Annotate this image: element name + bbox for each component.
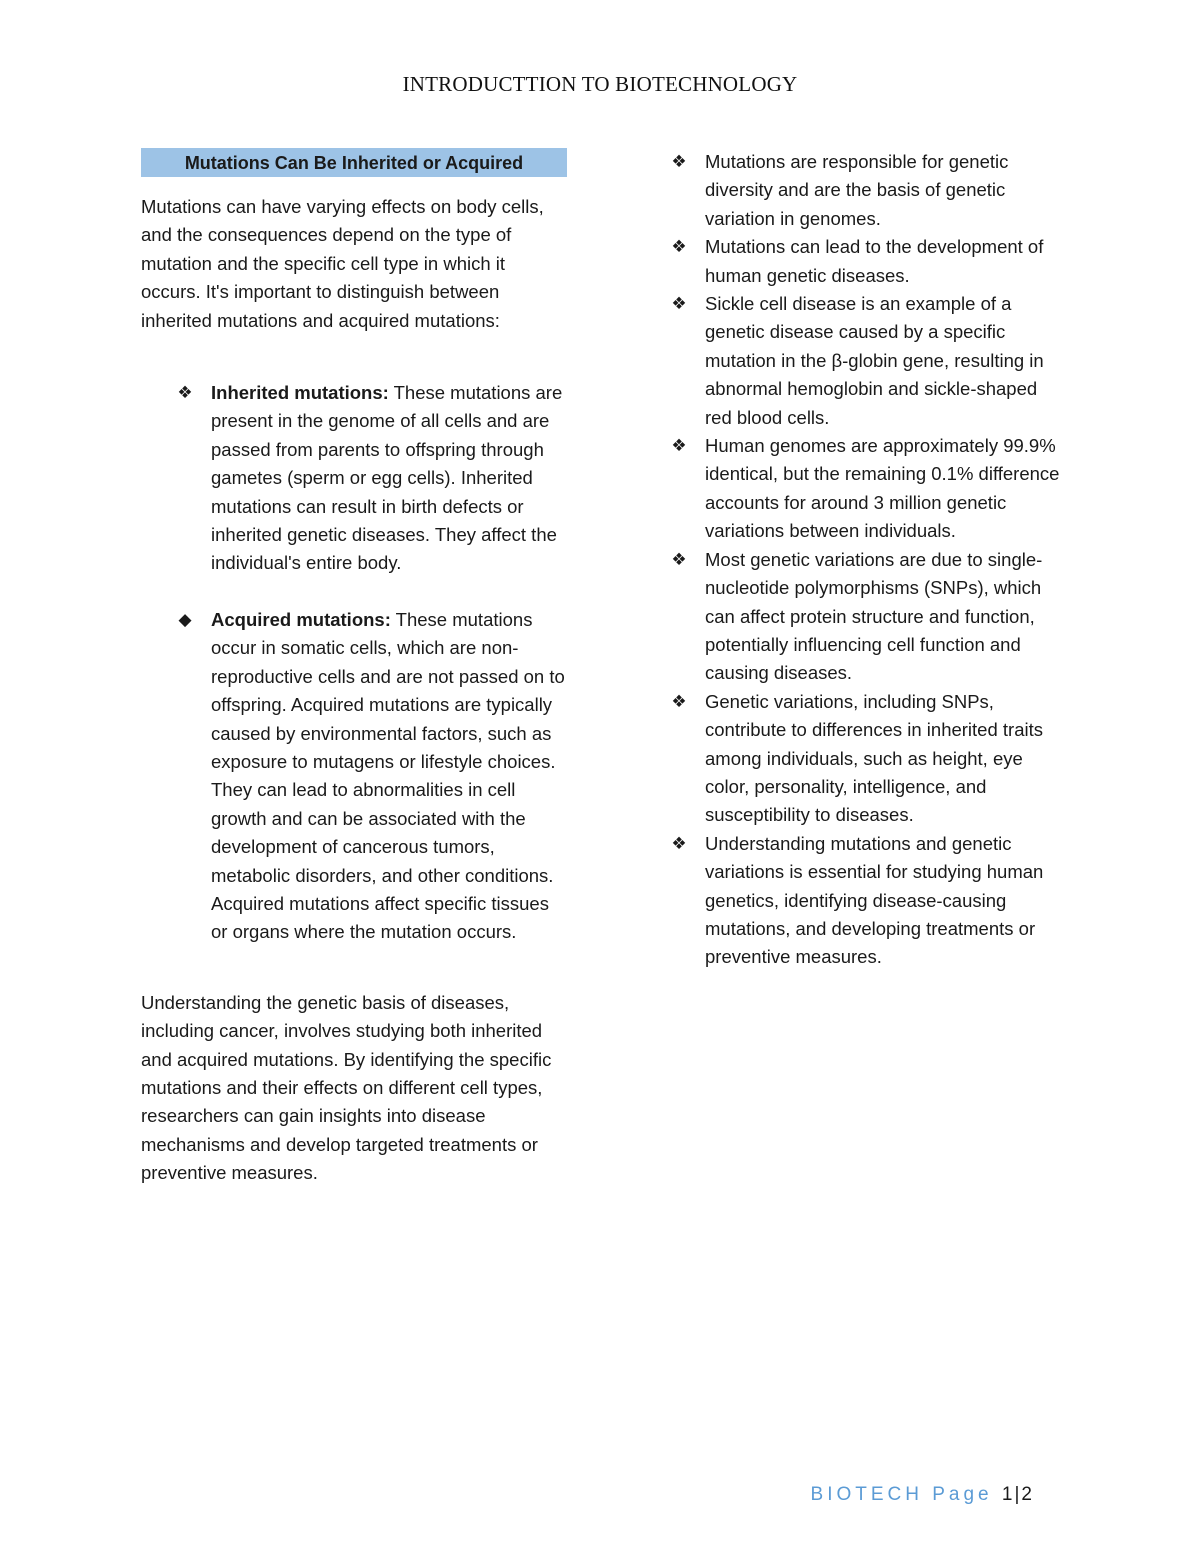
diamond-bullet-icon: ❖ bbox=[671, 436, 687, 456]
list-item-text: Human genomes are approximately 99.9% identical, but the remaining 0.1% difference accounts for around 3 million genetic variations between individuals. bbox=[705, 435, 1060, 542]
left-column bbox=[141, 148, 567, 1188]
page-number: 1 bbox=[1001, 1484, 1015, 1505]
section-heading: Mutations Can Be Inherited or Acquired bbox=[141, 148, 567, 177]
list-item bbox=[668, 432, 1068, 546]
list-item-text: Genetic variations, including SNPs, contribute to differences in inherited traits among individuals, such as height, eye color, personality, intelligence, and susceptibility to diseases. bbox=[705, 690, 1043, 826]
diamond-bullet-icon: ◆ bbox=[178, 609, 192, 629]
footer-label: BIOTECH Page bbox=[810, 1484, 993, 1505]
list-item-text: Understanding mutations and genetic variations is essential for studying human genetics, identifying disease-causing mutations, and developing treatments or preventive measures. bbox=[705, 832, 1044, 968]
term-inherited: Inherited mutations: bbox=[211, 382, 389, 404]
diamond-bullet-icon: ❖ bbox=[671, 833, 687, 853]
list-item bbox=[668, 546, 1068, 688]
term-acquired: Acquired mutations: bbox=[211, 608, 391, 630]
list-item-inherited bbox=[141, 379, 567, 578]
page-footer bbox=[811, 1484, 1034, 1506]
right-column bbox=[668, 148, 1068, 972]
page-total: 2 bbox=[1021, 1484, 1034, 1505]
list-item bbox=[668, 233, 1068, 290]
facts-list bbox=[668, 148, 1068, 972]
diamond-bullet-icon: ❖ bbox=[671, 152, 687, 171]
list-item-text: Mutations are responsible for genetic diversity and are the basis of genetic variation in genomes. bbox=[705, 151, 1009, 229]
list-item-text: Mutations can lead to the development of human genetic diseases. bbox=[705, 236, 1044, 286]
list-item bbox=[668, 830, 1068, 972]
diamond-bullet-icon: ❖ bbox=[671, 691, 687, 711]
diamond-bullet-icon: ❖ bbox=[671, 549, 687, 569]
list-item bbox=[668, 688, 1068, 830]
list-item bbox=[668, 290, 1068, 432]
document-title: INTRODUCTTION TO BIOTECHNOLOGY bbox=[402, 72, 798, 96]
diamond-bullet-icon: ❖ bbox=[671, 237, 687, 257]
list-item-acquired bbox=[141, 606, 567, 947]
footer-separator: | bbox=[1014, 1484, 1022, 1505]
list-item bbox=[668, 148, 1068, 233]
mutation-types-list bbox=[141, 379, 567, 947]
inherited-description: These mutations are present in the genome of all cells and are passed from parents to offspring through gametes (sperm or egg cells). Inherited mutations can result in birth defects or inherited genetic diseases. They affect the individual's entire body. bbox=[211, 382, 563, 574]
intro-paragraph: Mutations can have varying effects on body cells, and the consequences depend on the type of mutation and the specific cell type in which it occurs. It's important to distinguish between inherited mutations and acquired mutations: bbox=[141, 196, 544, 331]
diamond-bullet-icon: ❖ bbox=[177, 383, 193, 403]
acquired-description: These mutations occur in somatic cells, which are non-reproductive cells and are not passed on to offspring. Acquired mutations are typically caused by environmental factors, such as exposure to mutagens or lifestyle choices. They can lead to abnormalities in cell growth and can be associated with the development of cancerous tumors, metabolic disorders, and other conditions. Acquired mutations affect specific tissues or organs where the mutation occurs. bbox=[211, 608, 565, 943]
list-item-text: Sickle cell disease is an example of a genetic disease caused by a specific mutation in the β-globin gene, resulting in abnormal hemoglobin and sickle-shaped red blood cells. bbox=[705, 293, 1044, 428]
diamond-bullet-icon: ❖ bbox=[671, 294, 687, 314]
closing-paragraph: Understanding the genetic basis of diseases, including cancer, involves studying both inherited and acquired mutations. By identifying the specific mutations and their effects on different cell types, researchers can gain insights into disease mechanisms and develop targeted treatments or preventive measures. bbox=[141, 991, 552, 1184]
list-item-text: Most genetic variations are due to single-nucleotide polymorphisms (SNPs), which can affect protein structure and function, potentially influencing cell function and causing diseases. bbox=[705, 548, 1043, 684]
